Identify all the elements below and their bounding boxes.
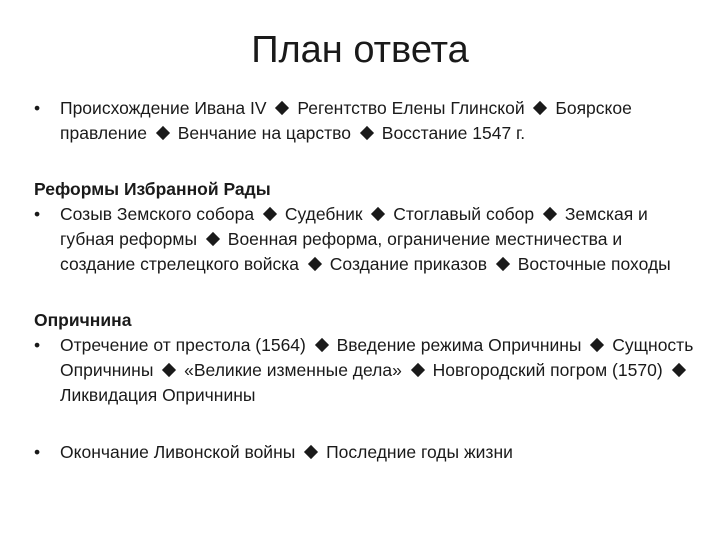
item-text: Сущность Опричнины (60, 335, 694, 380)
item-text: Венчание на царство (177, 123, 352, 143)
black-diamond-icon (371, 207, 385, 221)
bullet-dot-icon: • (34, 98, 41, 118)
black-diamond-icon (156, 126, 170, 140)
bullet-oprichnina (34, 333, 694, 408)
item-text: Земская и губная реформы (60, 204, 648, 249)
item-text: Ликвидация Опричнины (60, 385, 256, 405)
item-text: Созыв Земского собора (60, 204, 255, 224)
item-text: Отречение от престола (1564) (60, 335, 306, 355)
item-text: Регентство Елены Глинской (297, 98, 525, 118)
item-text: Стоглавый собор (393, 204, 535, 224)
item-text: Военная реформа, ограничение местничества и создание стрелецкого войска (60, 229, 623, 274)
black-diamond-icon (590, 338, 604, 352)
bullet-dot-icon: • (34, 335, 41, 355)
black-diamond-icon (162, 363, 176, 377)
item-text: Судебник (284, 204, 363, 224)
item-text: Восстание 1547 г. (381, 123, 526, 143)
item-text: Введение режима Опричнины (336, 335, 582, 355)
bullet-dot-icon: • (34, 442, 41, 462)
black-diamond-icon (496, 257, 510, 271)
section-heading-reforms: Реформы Избранной Рады (34, 179, 271, 199)
black-diamond-icon (671, 363, 685, 377)
black-diamond-icon (315, 338, 329, 352)
item-text: Боярское правление (60, 98, 632, 143)
bullet-ivan-origins (34, 96, 694, 146)
item-text: Происхождение Ивана IV (60, 98, 267, 118)
item-text: «Великие изменные дела» (184, 360, 402, 380)
black-diamond-icon (275, 101, 289, 115)
item-text: Создание приказов (329, 254, 487, 274)
black-diamond-icon (263, 207, 277, 221)
item-text: Восточные походы (517, 254, 671, 274)
bullet-dot-icon: • (34, 204, 41, 224)
black-diamond-icon (543, 207, 557, 221)
slide-title: План ответа (251, 29, 469, 71)
bullet-reforms (34, 202, 694, 277)
bullet-final-years (34, 440, 694, 465)
item-text: Последние годы жизни (326, 442, 513, 462)
black-diamond-icon (206, 232, 220, 246)
black-diamond-icon (360, 126, 374, 140)
black-diamond-icon (533, 101, 547, 115)
item-text: Новгородский погром (1570) (432, 360, 663, 380)
black-diamond-icon (308, 257, 322, 271)
item-text: Окончание Ливонской войны (60, 442, 296, 462)
section-heading-oprichnina: Опричнина (34, 310, 132, 330)
black-diamond-icon (304, 445, 318, 459)
slide-content (34, 96, 694, 465)
black-diamond-icon (411, 363, 425, 377)
